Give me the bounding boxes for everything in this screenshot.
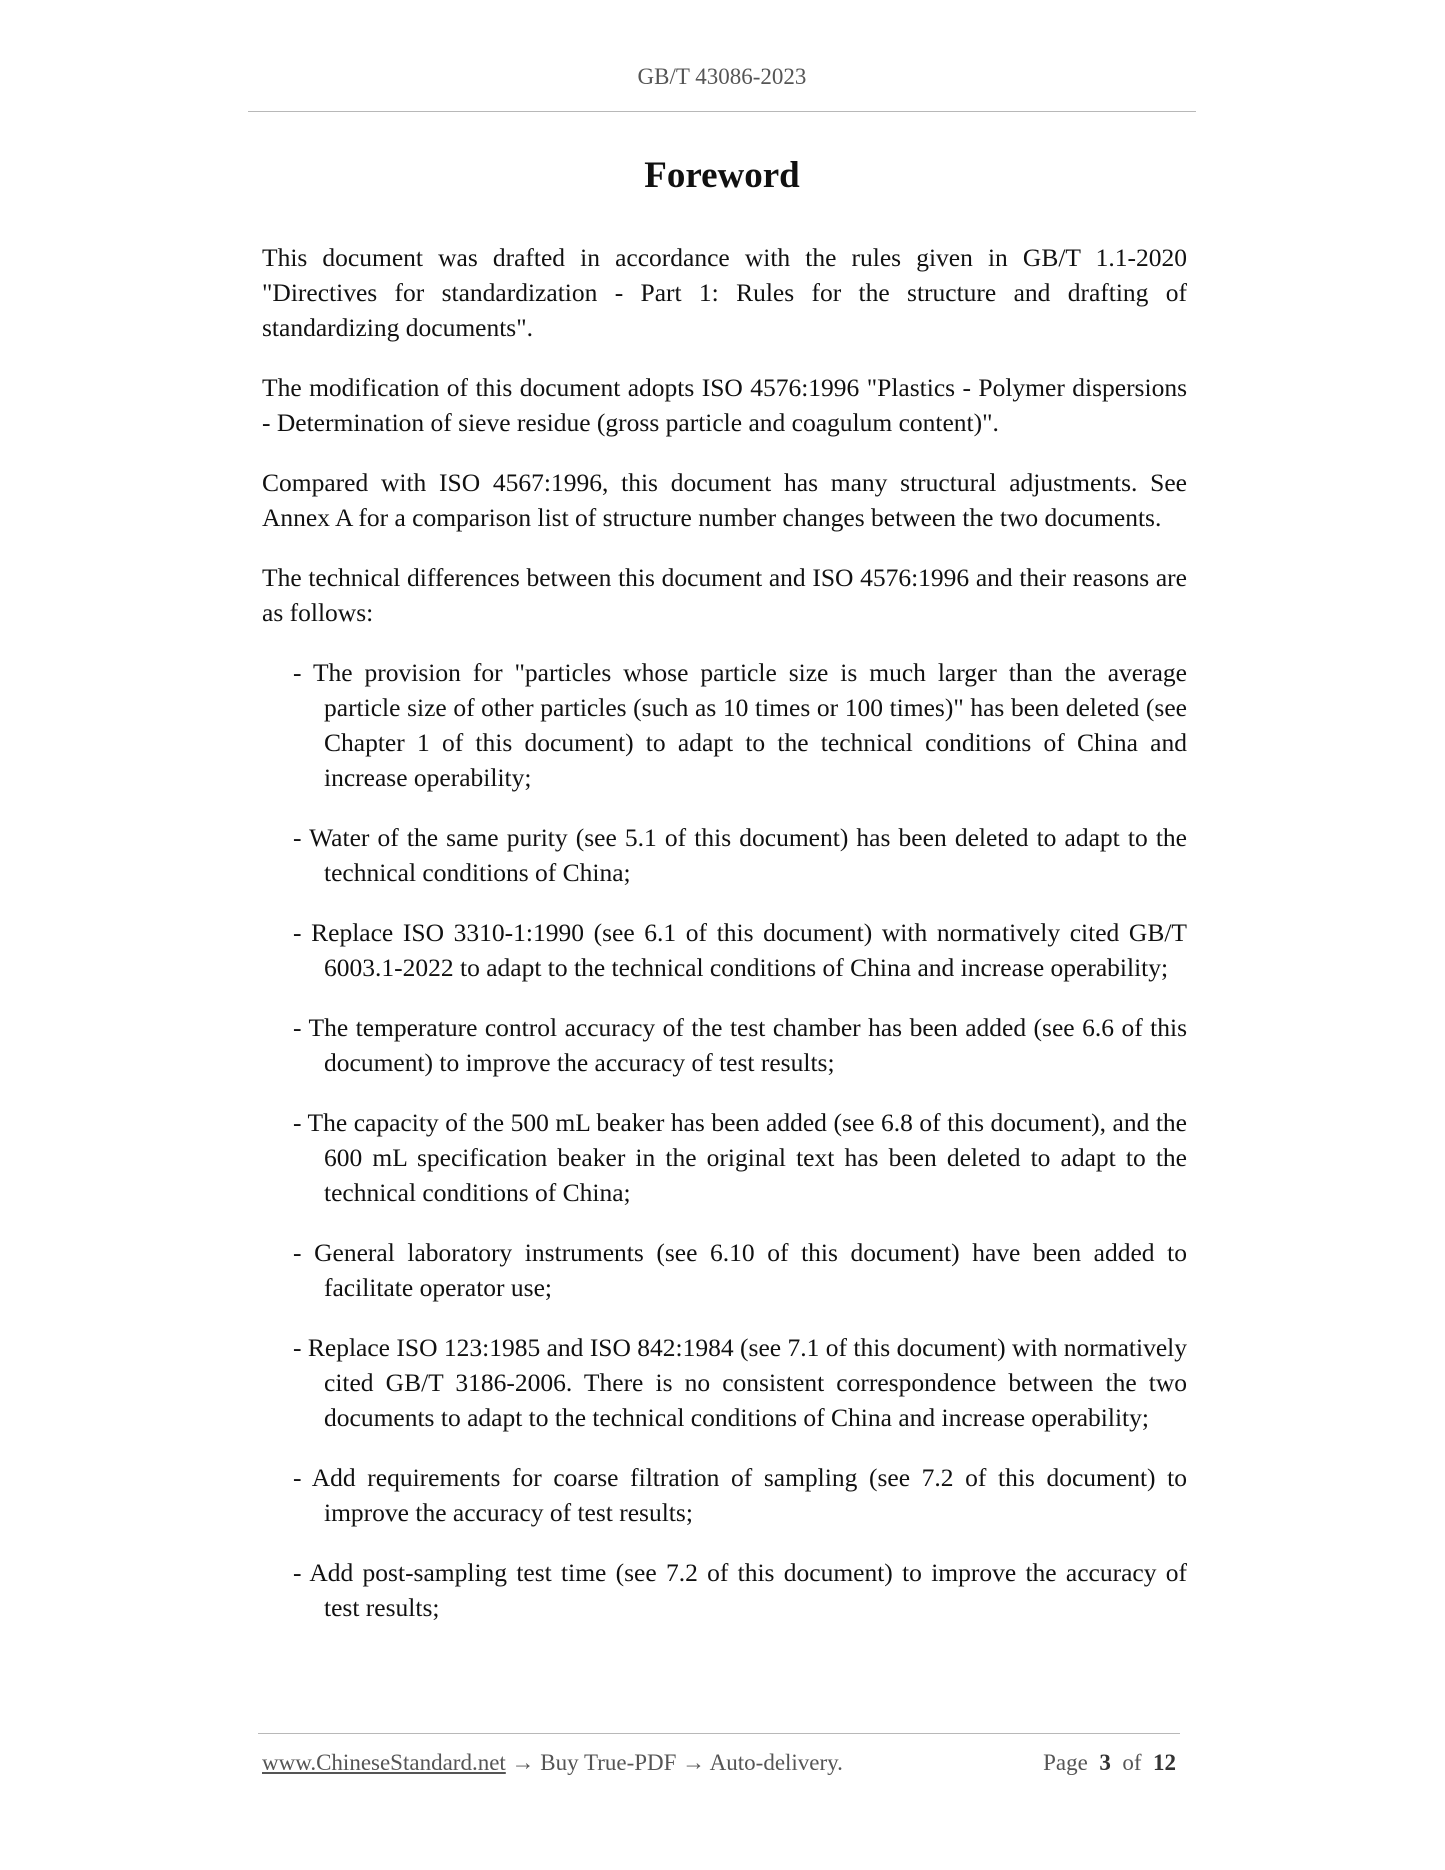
list-item: - Replace ISO 123:1985 and ISO 842:1984 (see 7.1 of this document) with normatively cited GB/T 3186-2006. There is no consistent correspondence between the two documents to adapt to the technical conditions of China and increase operability;	[293, 1333, 1187, 1432]
paragraph-structural-adjustments: Compared with ISO 4567:1996, this document has many structural adjustments. See Annex A for a comparison list of structure number changes between the two documents.	[262, 468, 1187, 532]
list-item: - The temperature control accuracy of the test chamber has been added (see 6.6 of this document) to improve the accuracy of test results;	[293, 1013, 1187, 1077]
running-header: GB/T 43086-2023	[637, 64, 807, 89]
document-body	[262, 240, 1187, 1650]
list-item: - Replace ISO 3310-1:1990 (see 6.1 of this document) with normatively cited GB/T 6003.1-2022 to adapt to the technical conditions of China and increase operability;	[293, 918, 1187, 982]
technical-differences-list	[262, 655, 1187, 1625]
header-divider	[248, 111, 1196, 112]
list-item: - The provision for "particles whose particle size is much larger than the average particle size of other particles (such as 10 times or 100 times)" has been deleted (see Chapter 1 of this document) to adapt to the technical conditions of China and increase operability;	[293, 658, 1187, 792]
paragraph-drafting-rules: This document was drafted in accordance with the rules given in GB/T 1.1-2020 "Directives for standardization - Part 1: Rules for the structure and drafting of standardizing documents".	[262, 243, 1187, 342]
paragraph-adoption: The modification of this document adopts ISO 4576:1996 "Plastics - Polymer dispersions - Determination of sieve residue (gross particle and coagulum content)".	[262, 373, 1187, 437]
footer-tagline: → Buy True-PDF → Auto-delivery.	[505, 1750, 843, 1775]
list-item: - The capacity of the 500 mL beaker has been added (see 6.8 of this document), and the 600 mL specification beaker in the original text has been deleted to adapt to the technical conditions of China;	[293, 1108, 1187, 1207]
paragraph-technical-differences-intro: The technical differences between this document and ISO 4576:1996 and their reasons are as follows:	[262, 563, 1187, 627]
page-of-label: of	[1122, 1750, 1142, 1775]
current-page: 3	[1099, 1750, 1111, 1775]
page-number	[1043, 1750, 1176, 1776]
list-item: - Add requirements for coarse filtration of sampling (see 7.2 of this document) to improve the accuracy of test results;	[293, 1463, 1187, 1527]
list-item: - General laboratory instruments (see 6.10 of this document) have been added to facilitate operator use;	[293, 1238, 1187, 1302]
page-label: Page	[1043, 1750, 1088, 1775]
total-pages: 12	[1153, 1750, 1176, 1775]
footer-promo	[262, 1750, 843, 1776]
list-item: - Water of the same purity (see 5.1 of this document) has been deleted to adapt to the technical conditions of China;	[293, 823, 1187, 887]
page-title: Foreword	[644, 155, 800, 196]
list-item: - Add post-sampling test time (see 7.2 of this document) to improve the accuracy of test results;	[293, 1558, 1187, 1622]
chinesestandard-link[interactable]: www.ChineseStandard.net	[262, 1750, 506, 1775]
footer-divider	[258, 1733, 1180, 1734]
